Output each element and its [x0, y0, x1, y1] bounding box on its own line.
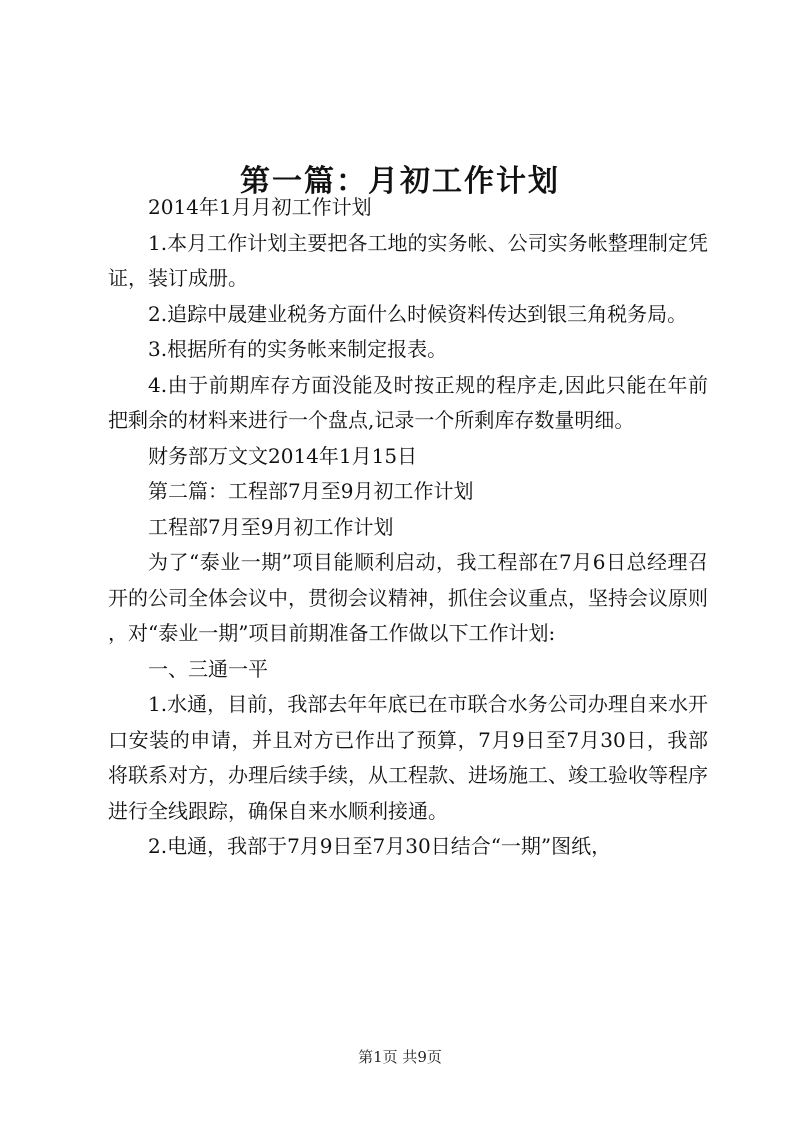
paragraph: 一、三通一平 [148, 656, 268, 681]
paragraph: 2.追踪中晟建业税务方面什么时候资料传达到银三角税务局。 [148, 301, 688, 326]
paragraph: 2014年1月月初工作计划 [148, 195, 372, 219]
paragraph: 3.根据所有的实务帐来制定报表。 [148, 337, 448, 361]
document-title: 第一篇：月初工作计划 [240, 164, 560, 200]
paragraph: 4.由于前期库存方面没能及时按正规的程序走,因此只能在年前把剩余的材料来进行一个盘点,记录一个所剩库存数量明细。 [108, 372, 708, 432]
paragraph: 第二篇：工程部7月至9月初工作计划 [148, 479, 474, 503]
paragraph: 1.水通，目前，我部去年年底已在市联合水务公司办理自来水开口安装的申请，并且对方已作出了预算，7月9日至7月30日，我部将联系对方，办理后续手续，从工程款、进场施工、竣工验收等程序进行全线跟踪，确保自来水顺利接通。 [108, 692, 708, 823]
paragraph: 财务部万文文2014年1月15日 [148, 443, 418, 468]
document-body [108, 190, 708, 865]
paragraph: 工程部7月至9月初工作计划 [148, 514, 394, 539]
paragraph: 为了“泰业一期”项目能顺利启动，我工程部在7月6日总经理召开的公司全体会议中，贯彻会议精神，抓住会议重点，坚持会议原则，对“泰业一期”项目前期准备工作做以下工作计划: [108, 550, 708, 645]
paragraph: 1.本月工作计划主要把各工地的实务帐、公司实务帐整理制定凭证，装订成册。 [108, 230, 708, 290]
paragraph: 2.电通，我部于7月9日至7月30日结合“一期”图纸， [148, 834, 612, 858]
page-footer: 第1页 共9页 [358, 1048, 442, 1066]
